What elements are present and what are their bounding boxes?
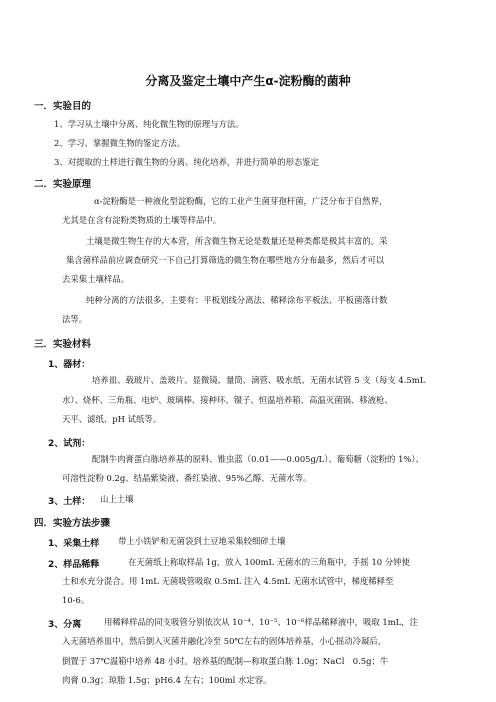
principle-p2-line2: 集含菌样品前应调查研究一下自己打算筛选的微生物在哪些地方分布最多，然后才可以 — [66, 255, 385, 265]
step3-line3: 倒置于 37℃温箱中培养 48 小时。培养基的配制—称取蛋白胨 1.0g；NaCl 0.5g；牛 — [62, 656, 389, 666]
principle-p2-line3: 去采集土壤样品。 — [62, 274, 129, 284]
principle-p1-line2: 尤其是在含有淀粉类物质的土壤等样品中。 — [62, 215, 222, 225]
reagent-line1: 配制牛肉膏蛋白胨培养基的原料、锥虫蓝（0.01——0.005g/L）、葡萄糖（淀粉的 1%）、 — [92, 454, 424, 464]
equipment-line1: 培养皿、载玻片、盖玻片、显微镜、量筒、滴管、吸水纸、无菌水试管 5 支（每支 4.5mL — [92, 375, 426, 385]
step1-text: 带上小铁铲和无菌袋到土豆地采集较细碎土壤 — [118, 536, 286, 546]
section-heading-methods: 四．实验方法步骤 — [34, 518, 111, 529]
soil-text: 山上土壤 — [100, 494, 134, 504]
soil-heading: 3、土样： — [48, 497, 91, 507]
equipment-line2: 水）、烧杯、三角瓶、电炉、玻璃棒、接种环、镊子、恒温培养箱、高温灭菌锅、移液枪、 — [62, 395, 393, 405]
principle-p3-line1: 纯种分离的方法很多，主要有：平板划线分离法、稀释涂布平板法、平板菌落计数 — [86, 295, 388, 305]
step1-heading: 1、采集土样 — [48, 539, 100, 549]
section-heading-materials: 三．实验材料 — [34, 339, 92, 350]
section-heading-principle: 二．实验原理 — [34, 179, 92, 190]
reagent-line2: 可溶性淀粉 0.2g、结晶紫染液、番红染液、95%乙醇、无菌水等。 — [62, 473, 312, 483]
step3-line1: 用稀释样品的同支吸管分别依次从 10⁻⁴、10⁻⁵、10⁻⁶样品稀释液中，吸取 1mL，注 — [104, 617, 418, 627]
purpose-item-1: 1、学习从土壤中分离、纯化微生物的原理与方法。 — [54, 119, 244, 129]
purpose-item-2: 2、学习、掌握微生物的鉴定方法。 — [54, 138, 185, 148]
principle-p1-line1: α-淀粉酶是一种液化型淀粉酶，它的工业产生菌芽孢杆菌，广泛分布于自然界， — [94, 196, 388, 206]
document-title: 分离及鉴定土壤中产生α-淀粉酶的菌种 — [145, 74, 351, 88]
purpose-item-3: 3、对提取的土样进行微生物的分离、纯化培养，并进行简单的形态鉴定 — [54, 157, 319, 167]
principle-p2-line1: 土壤是微生物生存的大本营，所含微生物无论是数量还是种类都是极其丰富的。采 — [86, 236, 388, 246]
principle-p3-line2: 法等。 — [62, 314, 88, 324]
equipment-heading: 1、器材： — [48, 360, 91, 370]
step3-line2: 入无菌培养皿中，然后倒入灭菌并融化冷至 50℃左右的固体培养基，小心摇动冷凝后， — [62, 636, 387, 646]
equipment-line3: 天平、滤纸、pH 试纸等。 — [62, 414, 162, 424]
step2-heading: 2、样品稀释 — [48, 560, 100, 570]
step2-line1: 在无菌纸上称取样品 1g，放入 100mL 无菌水的三角瓶中，手摇 10 分钟使 — [128, 557, 410, 567]
step3-heading: 3、分离 — [48, 620, 82, 630]
step3-line4: 肉膏 0.3g；琼脂 1.5g；pH6.4 左右；100ml 水定容。 — [62, 675, 272, 685]
section-heading-purpose: 一．实验目的 — [34, 101, 92, 112]
step2-line3: 10-6。 — [62, 595, 90, 605]
reagent-heading: 2、试剂： — [48, 439, 91, 449]
step2-line2: 土和水充分混合。用 1mL 无菌吸管吸取 0.5mL 注入 4.5mL 无菌水试管中，梯度稀释至 — [62, 576, 394, 586]
